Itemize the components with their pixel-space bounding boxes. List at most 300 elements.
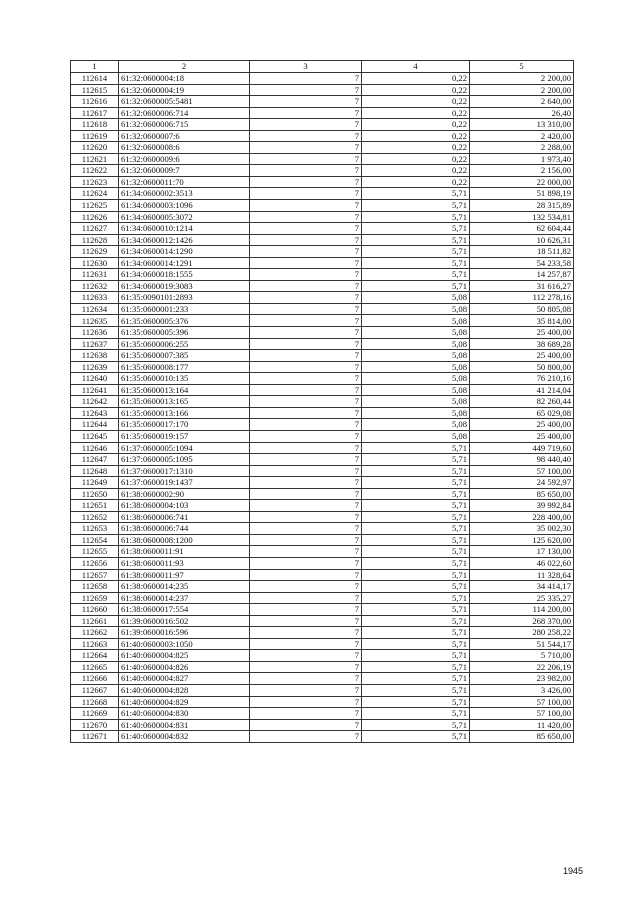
table-row <box>71 673 574 685</box>
cadastral-number-cell: 61:39:0600016:502 <box>119 615 250 627</box>
row-number-cell: 112652 <box>71 511 119 523</box>
rate-cell: 0,22 <box>362 165 470 177</box>
amount-cell: 2 420,00 <box>470 130 574 142</box>
amount-cell: 98 440,40 <box>470 454 574 466</box>
category-cell: 7 <box>250 454 362 466</box>
amount-cell: 2 156,00 <box>470 165 574 177</box>
row-number-cell: 112621 <box>71 153 119 165</box>
cadastral-number-cell: 61:38:0600011:93 <box>119 557 250 569</box>
rate-cell: 5,08 <box>362 350 470 362</box>
amount-cell: 10 626,31 <box>470 234 574 246</box>
cadastral-number-cell: 61:32:0600004:19 <box>119 84 250 96</box>
cadastral-number-cell: 61:35:0090101:2893 <box>119 292 250 304</box>
category-cell: 7 <box>250 534 362 546</box>
table-row <box>71 292 574 304</box>
rate-cell: 5,71 <box>362 280 470 292</box>
table-row <box>71 430 574 442</box>
rate-cell: 5,71 <box>362 488 470 500</box>
table-row <box>71 557 574 569</box>
row-number-cell: 112643 <box>71 407 119 419</box>
category-cell: 7 <box>250 581 362 593</box>
category-cell: 7 <box>250 465 362 477</box>
category-cell: 7 <box>250 130 362 142</box>
rate-cell: 5,71 <box>362 246 470 258</box>
row-number-cell: 112646 <box>71 442 119 454</box>
row-number-cell: 112619 <box>71 130 119 142</box>
category-cell: 7 <box>250 661 362 673</box>
category-cell: 7 <box>250 396 362 408</box>
amount-cell: 54 233,58 <box>470 257 574 269</box>
amount-cell: 14 257,87 <box>470 269 574 281</box>
category-cell: 7 <box>250 650 362 662</box>
amount-cell: 25 400,00 <box>470 430 574 442</box>
category-cell: 7 <box>250 511 362 523</box>
cadastral-number-cell: 61:35:0600019:157 <box>119 430 250 442</box>
cadastral-number-cell: 61:34:0600005:3072 <box>119 211 250 223</box>
row-number-cell: 112634 <box>71 303 119 315</box>
cadastral-number-cell: 61:34:0600012:1426 <box>119 234 250 246</box>
category-cell: 7 <box>250 176 362 188</box>
amount-cell: 39 992,84 <box>470 500 574 512</box>
rate-cell: 5,08 <box>362 327 470 339</box>
amount-cell: 2 288,00 <box>470 142 574 154</box>
category-cell: 7 <box>250 188 362 200</box>
rate-cell: 0,22 <box>362 119 470 131</box>
table-row <box>71 604 574 616</box>
table-row <box>71 511 574 523</box>
cadastral-number-cell: 61:37:0600005:1095 <box>119 454 250 466</box>
category-cell: 7 <box>250 142 362 154</box>
category-cell: 7 <box>250 557 362 569</box>
category-cell: 7 <box>250 107 362 119</box>
rate-cell: 5,08 <box>362 292 470 304</box>
category-cell: 7 <box>250 546 362 558</box>
category-cell: 7 <box>250 303 362 315</box>
category-cell: 7 <box>250 234 362 246</box>
amount-cell: 280 258,22 <box>470 627 574 639</box>
amount-cell: 85 650,00 <box>470 488 574 500</box>
rate-cell: 5,08 <box>362 315 470 327</box>
row-number-cell: 112647 <box>71 454 119 466</box>
category-cell: 7 <box>250 477 362 489</box>
row-number-cell: 112629 <box>71 246 119 258</box>
table-row <box>71 696 574 708</box>
table-row <box>71 269 574 281</box>
amount-cell: 76 210,16 <box>470 373 574 385</box>
cadastral-number-cell: 61:38:0600014:235 <box>119 581 250 593</box>
row-number-cell: 112658 <box>71 581 119 593</box>
cadastral-number-cell: 61:32:0600009:7 <box>119 165 250 177</box>
rate-cell: 5,71 <box>362 673 470 685</box>
cadastral-number-cell: 61:32:0600005:5481 <box>119 96 250 108</box>
amount-cell: 268 370,00 <box>470 615 574 627</box>
table-row <box>71 407 574 419</box>
category-cell: 7 <box>250 430 362 442</box>
cadastral-number-cell: 61:34:0600014:1291 <box>119 257 250 269</box>
category-cell: 7 <box>250 627 362 639</box>
category-cell: 7 <box>250 500 362 512</box>
amount-cell: 85 650,00 <box>470 731 574 743</box>
cadastral-number-cell: 61:35:0600013:165 <box>119 396 250 408</box>
table-row <box>71 419 574 431</box>
amount-cell: 24 592,97 <box>470 477 574 489</box>
category-cell: 7 <box>250 569 362 581</box>
category-cell: 7 <box>250 73 362 85</box>
row-number-cell: 112650 <box>71 488 119 500</box>
cadastral-table <box>70 60 574 743</box>
cadastral-number-cell: 61:38:0600004:103 <box>119 500 250 512</box>
category-cell: 7 <box>250 523 362 535</box>
cadastral-number-cell: 61:32:0600008:6 <box>119 142 250 154</box>
row-number-cell: 112670 <box>71 719 119 731</box>
cadastral-number-cell: 61:35:0600008:177 <box>119 361 250 373</box>
row-number-cell: 112663 <box>71 638 119 650</box>
table-row <box>71 477 574 489</box>
rate-cell: 5,71 <box>362 627 470 639</box>
category-cell: 7 <box>250 350 362 362</box>
cadastral-number-cell: 61:40:0600004:832 <box>119 731 250 743</box>
category-cell: 7 <box>250 153 362 165</box>
amount-cell: 2 640,00 <box>470 96 574 108</box>
amount-cell: 112 278,16 <box>470 292 574 304</box>
amount-cell: 22 000,00 <box>470 176 574 188</box>
rate-cell: 5,71 <box>362 731 470 743</box>
category-cell: 7 <box>250 315 362 327</box>
cadastral-number-cell: 61:40:0600004:829 <box>119 696 250 708</box>
row-number-cell: 112625 <box>71 200 119 212</box>
rate-cell: 5,71 <box>362 557 470 569</box>
amount-cell: 114 200,00 <box>470 604 574 616</box>
amount-cell: 38 689,28 <box>470 338 574 350</box>
amount-cell: 28 315,89 <box>470 200 574 212</box>
row-number-cell: 112636 <box>71 327 119 339</box>
category-cell: 7 <box>250 442 362 454</box>
rate-cell: 5,08 <box>362 361 470 373</box>
row-number-cell: 112669 <box>71 708 119 720</box>
rate-cell: 5,71 <box>362 569 470 581</box>
table-row <box>71 396 574 408</box>
category-cell: 7 <box>250 592 362 604</box>
table-row <box>71 246 574 258</box>
rate-cell: 5,71 <box>362 708 470 720</box>
cadastral-number-cell: 61:32:0600004:18 <box>119 73 250 85</box>
category-cell: 7 <box>250 719 362 731</box>
table-row <box>71 454 574 466</box>
amount-cell: 132 534,81 <box>470 211 574 223</box>
row-number-cell: 112622 <box>71 165 119 177</box>
row-number-cell: 112657 <box>71 569 119 581</box>
table-row <box>71 373 574 385</box>
cadastral-number-cell: 61:35:0600006:255 <box>119 338 250 350</box>
row-number-cell: 112671 <box>71 731 119 743</box>
rate-cell: 5,08 <box>362 430 470 442</box>
category-cell: 7 <box>250 223 362 235</box>
rate-cell: 5,08 <box>362 396 470 408</box>
rate-cell: 5,08 <box>362 338 470 350</box>
cadastral-number-cell: 61:34:0600003:1096 <box>119 200 250 212</box>
row-number-cell: 112653 <box>71 523 119 535</box>
rate-cell: 5,71 <box>362 234 470 246</box>
category-cell: 7 <box>250 246 362 258</box>
row-number-cell: 112668 <box>71 696 119 708</box>
table-row <box>71 130 574 142</box>
amount-cell: 57 100,00 <box>470 465 574 477</box>
cadastral-number-cell: 61:38:0600006:741 <box>119 511 250 523</box>
cadastral-number-cell: 61:38:0600014:237 <box>119 592 250 604</box>
rate-cell: 5,71 <box>362 442 470 454</box>
row-number-cell: 112623 <box>71 176 119 188</box>
amount-cell: 11 420,00 <box>470 719 574 731</box>
cadastral-number-cell: 61:32:0600006:714 <box>119 107 250 119</box>
row-number-cell: 112620 <box>71 142 119 154</box>
amount-cell: 31 616,27 <box>470 280 574 292</box>
cadastral-number-cell: 61:38:0600011:91 <box>119 546 250 558</box>
row-number-cell: 112624 <box>71 188 119 200</box>
row-number-cell: 112651 <box>71 500 119 512</box>
rate-cell: 5,71 <box>362 546 470 558</box>
row-number-cell: 112639 <box>71 361 119 373</box>
row-number-cell: 112617 <box>71 107 119 119</box>
cadastral-number-cell: 61:35:0600007:385 <box>119 350 250 362</box>
amount-cell: 25 400,00 <box>470 419 574 431</box>
rate-cell: 5,71 <box>362 615 470 627</box>
table-row <box>71 650 574 662</box>
cadastral-number-cell: 61:40:0600004:825 <box>119 650 250 662</box>
table-row <box>71 523 574 535</box>
table-row <box>71 384 574 396</box>
row-number-cell: 112645 <box>71 430 119 442</box>
row-number-cell: 112627 <box>71 223 119 235</box>
row-number-cell: 112633 <box>71 292 119 304</box>
amount-cell: 228 400,00 <box>470 511 574 523</box>
row-number-cell: 112666 <box>71 673 119 685</box>
cadastral-number-cell: 61:35:0600005:376 <box>119 315 250 327</box>
rate-cell: 5,08 <box>362 384 470 396</box>
cadastral-number-cell: 61:40:0600003:1050 <box>119 638 250 650</box>
rate-cell: 0,22 <box>362 96 470 108</box>
amount-cell: 51 544,17 <box>470 638 574 650</box>
column-header-4: 4 <box>362 61 470 73</box>
cadastral-number-cell: 61:37:0600019:1437 <box>119 477 250 489</box>
amount-cell: 82 260,44 <box>470 396 574 408</box>
rate-cell: 5,71 <box>362 465 470 477</box>
table-row <box>71 280 574 292</box>
page-number: 1945 <box>562 866 583 876</box>
rate-cell: 5,71 <box>362 523 470 535</box>
cadastral-number-cell: 61:39:0600016:596 <box>119 627 250 639</box>
rate-cell: 5,71 <box>362 534 470 546</box>
rate-cell: 5,71 <box>362 650 470 662</box>
column-header-2: 2 <box>119 61 250 73</box>
rate-cell: 5,71 <box>362 592 470 604</box>
category-cell: 7 <box>250 373 362 385</box>
rate-cell: 5,71 <box>362 200 470 212</box>
cadastral-number-cell: 61:34:0600010:1214 <box>119 223 250 235</box>
table-row <box>71 581 574 593</box>
table-row <box>71 569 574 581</box>
rate-cell: 0,22 <box>362 142 470 154</box>
amount-cell: 5 710,00 <box>470 650 574 662</box>
amount-cell: 22 206,19 <box>470 661 574 673</box>
category-cell: 7 <box>250 269 362 281</box>
row-number-cell: 112662 <box>71 627 119 639</box>
rate-cell: 5,71 <box>362 500 470 512</box>
amount-cell: 35 002,30 <box>470 523 574 535</box>
amount-cell: 41 214,04 <box>470 384 574 396</box>
row-number-cell: 112665 <box>71 661 119 673</box>
table-header-row <box>71 61 574 73</box>
table-row <box>71 96 574 108</box>
rate-cell: 5,71 <box>362 684 470 696</box>
cadastral-number-cell: 61:32:0600007:6 <box>119 130 250 142</box>
rate-cell: 5,71 <box>362 661 470 673</box>
table-row <box>71 73 574 85</box>
amount-cell: 125 620,00 <box>470 534 574 546</box>
table-row <box>71 303 574 315</box>
category-cell: 7 <box>250 684 362 696</box>
amount-cell: 11 328,64 <box>470 569 574 581</box>
rate-cell: 0,22 <box>362 107 470 119</box>
category-cell: 7 <box>250 280 362 292</box>
table-row <box>71 442 574 454</box>
table-body <box>71 73 574 743</box>
category-cell: 7 <box>250 84 362 96</box>
rate-cell: 5,71 <box>362 638 470 650</box>
category-cell: 7 <box>250 604 362 616</box>
amount-cell: 65 029,08 <box>470 407 574 419</box>
category-cell: 7 <box>250 119 362 131</box>
rate-cell: 5,08 <box>362 407 470 419</box>
table-row <box>71 84 574 96</box>
row-number-cell: 112640 <box>71 373 119 385</box>
row-number-cell: 112661 <box>71 615 119 627</box>
rate-cell: 5,71 <box>362 454 470 466</box>
table-row <box>71 200 574 212</box>
cadastral-number-cell: 61:38:0600002:90 <box>119 488 250 500</box>
row-number-cell: 112632 <box>71 280 119 292</box>
cadastral-number-cell: 61:40:0600004:830 <box>119 708 250 720</box>
row-number-cell: 112642 <box>71 396 119 408</box>
row-number-cell: 112637 <box>71 338 119 350</box>
row-number-cell: 112648 <box>71 465 119 477</box>
category-cell: 7 <box>250 407 362 419</box>
amount-cell: 17 130,00 <box>470 546 574 558</box>
cadastral-number-cell: 61:38:0600008:1200 <box>119 534 250 546</box>
table-row <box>71 534 574 546</box>
table-row <box>71 500 574 512</box>
table-row <box>71 153 574 165</box>
cadastral-number-cell: 61:35:0600001:233 <box>119 303 250 315</box>
amount-cell: 46 022,60 <box>470 557 574 569</box>
rate-cell: 5,71 <box>362 257 470 269</box>
amount-cell: 34 414,17 <box>470 581 574 593</box>
row-number-cell: 112649 <box>71 477 119 489</box>
category-cell: 7 <box>250 292 362 304</box>
rate-cell: 5,71 <box>362 511 470 523</box>
table-row <box>71 350 574 362</box>
category-cell: 7 <box>250 338 362 350</box>
amount-cell: 57 100,00 <box>470 708 574 720</box>
row-number-cell: 112638 <box>71 350 119 362</box>
cadastral-number-cell: 61:35:0600010:135 <box>119 373 250 385</box>
table-row <box>71 176 574 188</box>
row-number-cell: 112618 <box>71 119 119 131</box>
table-row <box>71 684 574 696</box>
amount-cell: 57 100,00 <box>470 696 574 708</box>
amount-cell: 18 511,82 <box>470 246 574 258</box>
category-cell: 7 <box>250 165 362 177</box>
category-cell: 7 <box>250 211 362 223</box>
cadastral-number-cell: 61:34:0600014:1290 <box>119 246 250 258</box>
rate-cell: 5,08 <box>362 419 470 431</box>
rate-cell: 5,71 <box>362 223 470 235</box>
row-number-cell: 112654 <box>71 534 119 546</box>
table-row <box>71 315 574 327</box>
category-cell: 7 <box>250 96 362 108</box>
category-cell: 7 <box>250 615 362 627</box>
column-header-3: 3 <box>250 61 362 73</box>
category-cell: 7 <box>250 327 362 339</box>
cadastral-number-cell: 61:40:0600004:831 <box>119 719 250 731</box>
rate-cell: 5,08 <box>362 373 470 385</box>
amount-cell: 1 973,40 <box>470 153 574 165</box>
category-cell: 7 <box>250 708 362 720</box>
table-row <box>71 223 574 235</box>
rate-cell: 5,71 <box>362 581 470 593</box>
cadastral-number-cell: 61:35:0600017:170 <box>119 419 250 431</box>
row-number-cell: 112635 <box>71 315 119 327</box>
rate-cell: 5,71 <box>362 211 470 223</box>
row-number-cell: 112655 <box>71 546 119 558</box>
amount-cell: 25 400,00 <box>470 327 574 339</box>
category-cell: 7 <box>250 731 362 743</box>
row-number-cell: 112628 <box>71 234 119 246</box>
table-row <box>71 638 574 650</box>
table-row <box>71 142 574 154</box>
cadastral-number-cell: 61:32:0600011:70 <box>119 176 250 188</box>
amount-cell: 25 400,00 <box>470 350 574 362</box>
table-row <box>71 661 574 673</box>
amount-cell: 449 719,60 <box>470 442 574 454</box>
table-row <box>71 465 574 477</box>
rate-cell: 5,71 <box>362 696 470 708</box>
cadastral-number-cell: 61:34:0600018:1555 <box>119 269 250 281</box>
column-header-1: 1 <box>71 61 119 73</box>
rate-cell: 5,71 <box>362 604 470 616</box>
rate-cell: 0,22 <box>362 176 470 188</box>
cadastral-number-cell: 61:37:0600005:1094 <box>119 442 250 454</box>
table-row <box>71 361 574 373</box>
table-row <box>71 211 574 223</box>
row-number-cell: 112631 <box>71 269 119 281</box>
cadastral-number-cell: 61:37:0600017:1310 <box>119 465 250 477</box>
cadastral-number-cell: 61:35:0600005:396 <box>119 327 250 339</box>
amount-cell: 62 604,44 <box>470 223 574 235</box>
amount-cell: 25 335,27 <box>470 592 574 604</box>
row-number-cell: 112660 <box>71 604 119 616</box>
row-number-cell: 112626 <box>71 211 119 223</box>
table-row <box>71 165 574 177</box>
cadastral-number-cell: 61:40:0600004:826 <box>119 661 250 673</box>
row-number-cell: 112614 <box>71 73 119 85</box>
cadastral-number-cell: 61:40:0600004:828 <box>119 684 250 696</box>
table-row <box>71 234 574 246</box>
cadastral-number-cell: 61:35:0600013:164 <box>119 384 250 396</box>
row-number-cell: 112644 <box>71 419 119 431</box>
amount-cell: 2 200,00 <box>470 84 574 96</box>
table-row <box>71 327 574 339</box>
table-row <box>71 731 574 743</box>
